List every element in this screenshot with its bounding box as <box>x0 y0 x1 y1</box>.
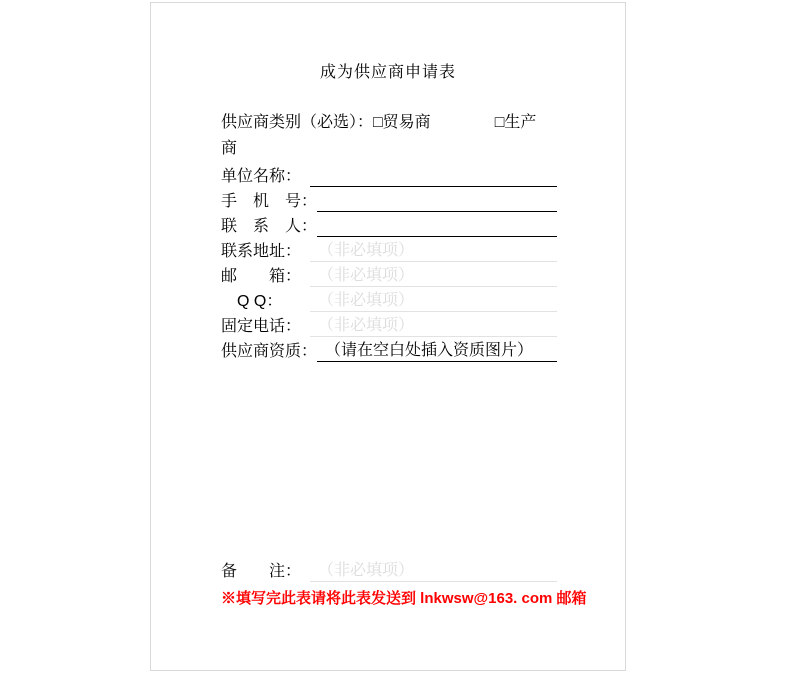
category-line1 <box>221 110 557 136</box>
landline-placeholder: （非必填项） <box>318 317 415 334</box>
category-row <box>221 110 557 162</box>
remark-placeholder: （非必填项） <box>318 562 415 579</box>
remark-row <box>221 557 557 582</box>
qualification-hint: （请在空白处插入资质图片） <box>325 342 534 359</box>
qualification-row <box>221 337 557 362</box>
mobile-number-row <box>221 187 557 212</box>
remark-input[interactable] <box>310 560 557 582</box>
contact-address-placeholder: （非必填项） <box>318 242 415 259</box>
landline-label: 固定电话： <box>221 318 302 335</box>
checkbox-option-producer[interactable]: □生产 <box>494 114 537 131</box>
company-name-row <box>221 162 557 187</box>
qq-label: Q Q： <box>221 293 283 310</box>
footer-note: ※填写完此表请将此表发送到 lnkwsw@163. com 邮箱 <box>221 590 587 607</box>
contact-address-label: 联系地址： <box>221 243 302 260</box>
contact-address-row <box>221 237 557 262</box>
mobile-number-input[interactable] <box>317 190 557 212</box>
page-title: 成为供应商申请表 <box>319 64 456 81</box>
category-label: 供应商类别（必选）： <box>221 114 374 131</box>
form-content <box>221 110 587 608</box>
category-gap <box>431 114 495 131</box>
email-row <box>221 262 557 287</box>
checkbox-option-trader[interactable]: □贸易商 <box>373 114 431 131</box>
category-line2-wrap[interactable]: 商 <box>221 140 238 157</box>
mobile-number-label: 手 机 号： <box>221 193 318 210</box>
contact-address-input[interactable] <box>310 240 557 262</box>
document-page <box>150 2 626 671</box>
email-label: 邮 箱： <box>221 268 302 285</box>
qq-row <box>221 287 557 312</box>
remark-label: 备 注： <box>221 563 302 580</box>
qualification-input[interactable] <box>317 340 557 362</box>
landline-input[interactable] <box>310 315 557 337</box>
qq-placeholder: （非必填项） <box>318 292 415 309</box>
blank-area <box>221 362 557 557</box>
landline-row <box>221 312 557 337</box>
qualification-label: 供应商资质： <box>221 343 318 360</box>
company-name-input[interactable] <box>310 165 557 187</box>
contact-person-label: 联 系 人： <box>221 218 318 235</box>
contact-person-input[interactable] <box>317 215 557 237</box>
contact-person-row <box>221 212 557 237</box>
email-placeholder: （非必填项） <box>318 267 415 284</box>
company-name-label: 单位名称： <box>221 168 302 185</box>
email-input[interactable] <box>310 265 557 287</box>
qq-input[interactable] <box>310 290 557 312</box>
